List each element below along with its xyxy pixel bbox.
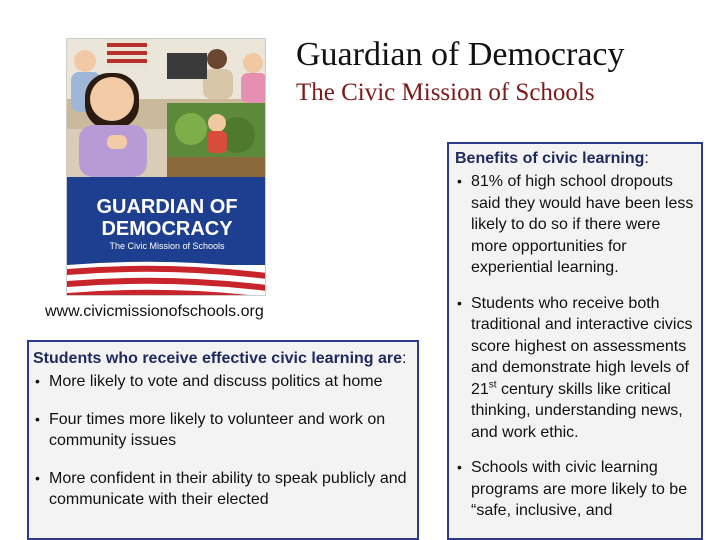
list-item: • More likely to vote and discuss politics at home bbox=[33, 371, 411, 393]
list-item: • More confident in their ability to speak publicly and communicate with their elected bbox=[33, 468, 411, 511]
civic-learning-benefits-box bbox=[447, 142, 703, 540]
cover-girl-face bbox=[90, 77, 134, 121]
list-item: • Students who receive both traditional and interactive civics score highest on assessments and demonstrate high levels of 21st century skills like critical thinking, understanding news, and work ethic. bbox=[455, 293, 695, 444]
website-link[interactable]: www.civicmissionofschools.org bbox=[45, 303, 264, 320]
list-item: • 81% of high school dropouts said they would have been less likely to do so if there were more opportunities for experiential learning. bbox=[455, 171, 695, 279]
cover-student-right bbox=[207, 49, 227, 69]
cover-student-left bbox=[74, 50, 96, 72]
cover-girl-hand bbox=[107, 135, 127, 149]
cover-title-line1: GUARDIAN OF bbox=[96, 196, 238, 218]
effects-heading: Students who receive effective civic learning are: bbox=[33, 350, 407, 367]
cover-girl-shirt bbox=[79, 125, 147, 177]
book-cover-image bbox=[66, 38, 266, 296]
page-subtitle: The Civic Mission of Schools bbox=[296, 79, 595, 106]
cover-subtitle: The Civic Mission of Schools bbox=[109, 241, 225, 251]
cover-title-line2: DEMOCRACY bbox=[101, 218, 233, 240]
benefits-list bbox=[455, 171, 695, 522]
page-title: Guardian of Democracy bbox=[296, 36, 625, 73]
benefits-heading: Benefits of civic learning: bbox=[455, 150, 649, 167]
list-item: • Schools with civic learning programs are more likely to be “safe, inclusive, and bbox=[455, 457, 695, 522]
list-item: • Four times more likely to volunteer and work on community issues bbox=[33, 409, 411, 452]
civic-learning-effects-box bbox=[27, 340, 419, 540]
effects-list bbox=[33, 371, 411, 511]
